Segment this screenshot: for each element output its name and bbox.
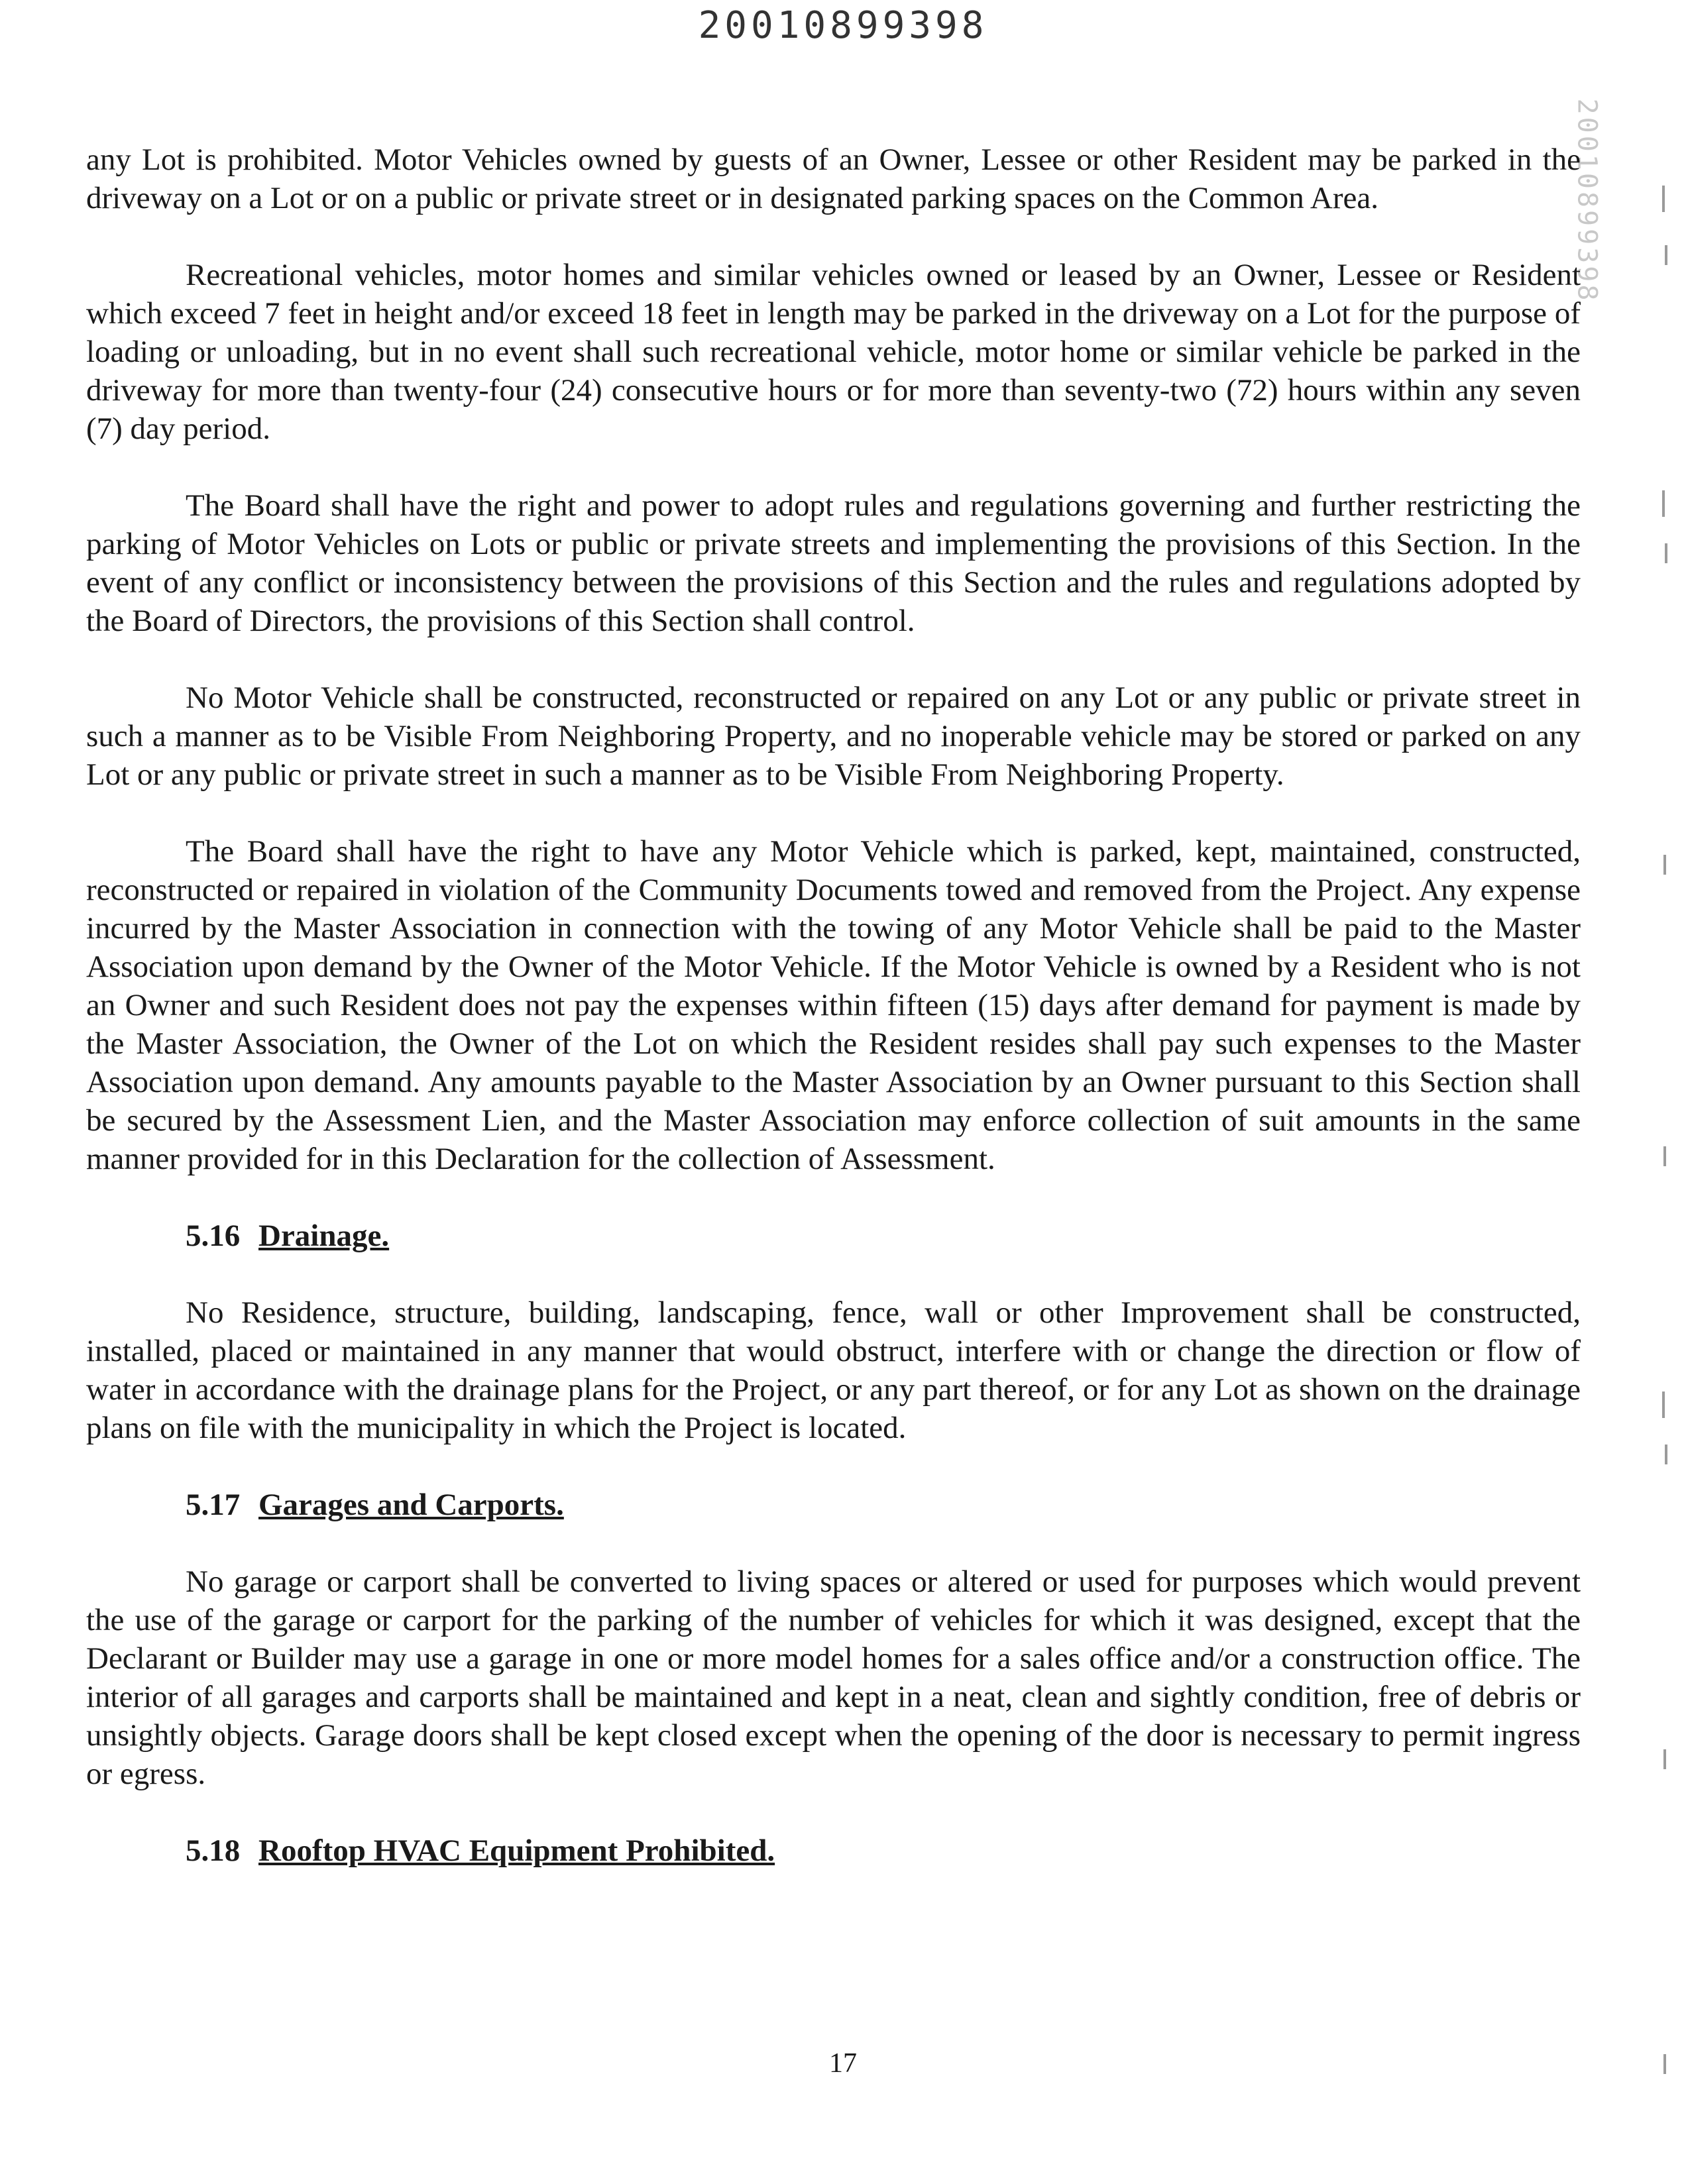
scan-mark	[1663, 1146, 1666, 1166]
scan-mark	[1662, 490, 1665, 517]
section-heading-garages	[186, 1486, 1581, 1524]
section-number: 5.16	[186, 1219, 241, 1253]
scan-mark	[1662, 1392, 1665, 1418]
paragraph-vehicle-repair: No Motor Vehicle shall be constructed, reconstructed or repaired on any Lot or any public or private street in such a manner as to be Visible From Neighboring Property, and no inoperable vehicle may be stored or parked on any Lot or any public or private street in such a manner as to be Visible From Neighboring Property.	[86, 681, 1581, 792]
section-title: Drainage.	[258, 1219, 390, 1253]
paragraph-drainage: No Residence, structure, building, landscaping, fence, wall or other Improvement shall be constructed, installed, placed or maintained in any manner that would obstruct, interfere with or change the direction or flow of water in accordance with the drainage plans for the Project, or any part thereof, or for any Lot as shown on the drainage plans on file with the municipality in which the Project is located.	[86, 1295, 1581, 1445]
scan-mark	[1663, 855, 1666, 875]
section-heading-rooftop-hvac	[186, 1831, 1581, 1870]
scan-mark	[1662, 186, 1665, 212]
scan-mark	[1665, 543, 1667, 563]
document-body	[86, 140, 1581, 1908]
scan-mark	[1665, 245, 1667, 265]
paragraph-recreational-vehicles: Recreational vehicles, motor homes and similar vehicles owned or leased by an Owner, Lessee or Resident which exceed 7 feet in height and/or exceed 18 feet in length may be parked in the driveway on a Lot for the purpose of loading or unloading, but in no event shall such recreational vehicle, motor home or similar vehicle be parked in the driveway for more than twenty-four (24) consecutive hours or for more than seventy-two (72) hours within any seven (7) day period.	[86, 258, 1581, 446]
section-number: 5.18	[186, 1833, 241, 1868]
scan-mark	[1665, 1445, 1667, 1464]
recording-number: 20010899398	[698, 4, 988, 47]
paragraph-board-rules: The Board shall have the right and power to adopt rules and regulations governing and further restricting the parking of Motor Vehicles on Lots or public or private streets and implementing the provisions of this Section. In the event of any conflict or inconsistency between the provisions of this Section and the rules and regulations adopted by the Board of Directors, the provisions of this Section shall control.	[86, 488, 1581, 638]
section-title: Garages and Carports.	[258, 1488, 564, 1522]
paragraph-towing: The Board shall have the right to have any Motor Vehicle which is parked, kept, maintained, constructed, reconstructed or repaired in violation of the Community Documents towed and removed from the Project. Any expense incurred by the Master Association in connection with the towing of any Motor Vehicle shall be paid to the Master Association upon demand by the Owner of the Motor Vehicle. If the Motor Vehicle is owned by a Resident who is not an Owner and such Resident does not pay the expenses within fifteen (15) days after demand for payment is made by the Master Association, the Owner of the Lot on which the Resident resides shall pay such expenses to the Master Association upon demand. Any amounts payable to the Master Association by an Owner pursuant to this Section shall be secured by the Assessment Lien, and the Master Association may enforce collection of suit amounts in the same manner provided for in this Declaration for the collection of Assessment.	[86, 834, 1581, 1176]
paragraph-continued: any Lot is prohibited. Motor Vehicles owned by guests of an Owner, Lessee or other Resident may be parked in the driveway on a Lot or on a public or private street or in designated parking spaces on the Common Area.	[86, 142, 1581, 215]
scan-mark	[1663, 1749, 1666, 1769]
section-heading-drainage	[186, 1217, 1581, 1255]
section-title: Rooftop HVAC Equipment Prohibited.	[258, 1833, 775, 1868]
edge-stamp-text: 20010899398	[1571, 98, 1602, 303]
paragraph-garages: No garage or carport shall be converted to living spaces or altered or used for purposes which would prevent the use of the garage or carport for the parking of the number of vehicles for which it was designed, except that the Declarant or Builder may use a garage in one or more model homes for a sales office and/or a construction office. The interior of all garages and carports shall be maintained and kept in a neat, clean and sightly condition, free of debris or unsightly objects. Garage doors shall be kept closed except when the opening of the door is necessary to permit ingress or egress.	[86, 1564, 1581, 1791]
page-number: 17	[829, 2048, 857, 2079]
section-number: 5.17	[186, 1488, 241, 1522]
